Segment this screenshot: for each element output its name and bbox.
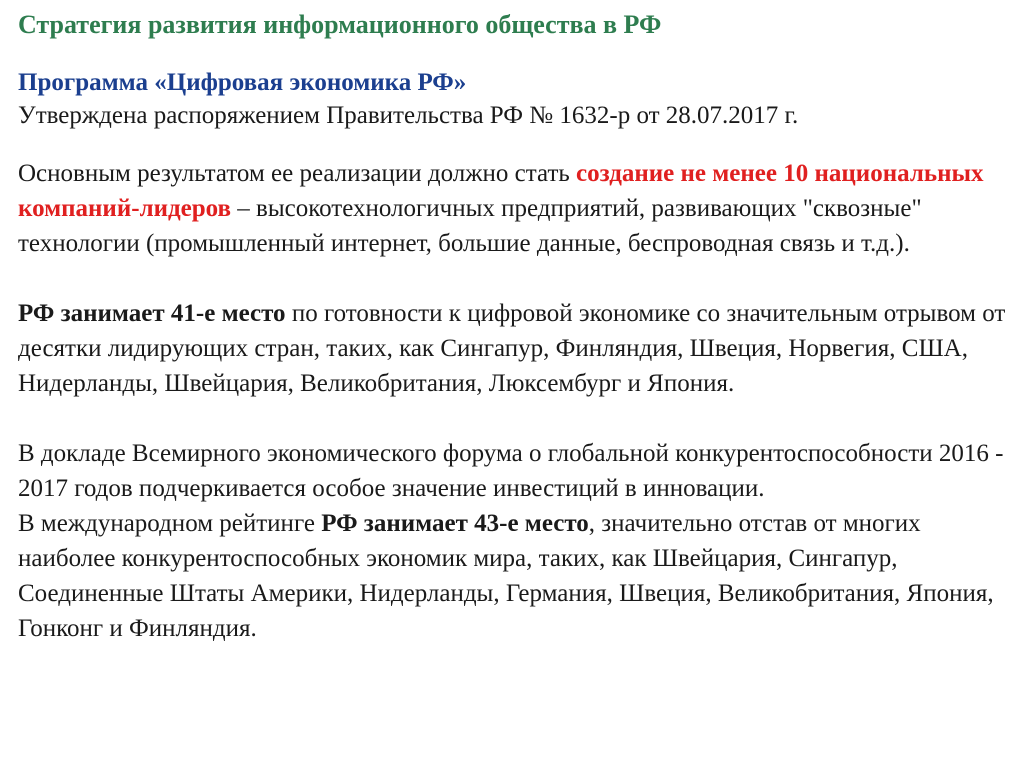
program-title: Программа «Цифровая экономика РФ» <box>18 69 467 96</box>
slide-title: Стратегия развития информационного общества в РФ <box>18 10 662 39</box>
paragraph-result-rest: – высокотехнологичных предприятий, развивающих "сквозные" технологии (промышленный интернет, большие данные, беспроводная связь и т.д.). <box>18 195 922 257</box>
slide-body <box>18 156 1018 646</box>
paragraph-wef-report: В докладе Всемирного экономического форума о глобальной конкурентоспособности 2016 - 2017 годов подчеркивается особое значение инвестиций в инновации. <box>18 440 1004 502</box>
digital-rank-bold: РФ занимает 41-е место <box>18 300 286 327</box>
competitiveness-intro: В международном рейтинге <box>18 510 322 537</box>
paragraph-result-highlight: создание не менее 10 национальных компаний-лидеров <box>18 160 984 222</box>
program-block <box>18 66 798 132</box>
competitiveness-rest: , значительно отстав от многих наиболее конкурентоспособных экономик мира, таких, как Швейцария, Сингапур, Соединенные Штаты Америки, Нидерланды, Германия, Швеция, Великобритания, Япония, Гонконг и Финляндия. <box>18 510 994 642</box>
digital-rank-rest: по готовности к цифровой экономике со значительным отрывом от десятки лидирующих стран, таких, как Сингапур, Финляндия, Швеция, Норвегия, США, Нидерланды, Швейцария, Великобритания, Люксембург и Япония. <box>18 300 1006 397</box>
paragraph-result-intro: Основным результатом ее реализации должно стать <box>18 160 577 187</box>
paragraph-digital-rank <box>18 296 1018 401</box>
competitiveness-rank-bold: РФ занимает 43-е место <box>321 510 589 537</box>
paragraph-competitiveness-rank <box>18 506 1018 646</box>
paragraph-result <box>18 156 1018 261</box>
program-approval: Утверждена распоряжением Правительства РФ № 1632-р от 28.07.2017 г. <box>18 102 799 129</box>
